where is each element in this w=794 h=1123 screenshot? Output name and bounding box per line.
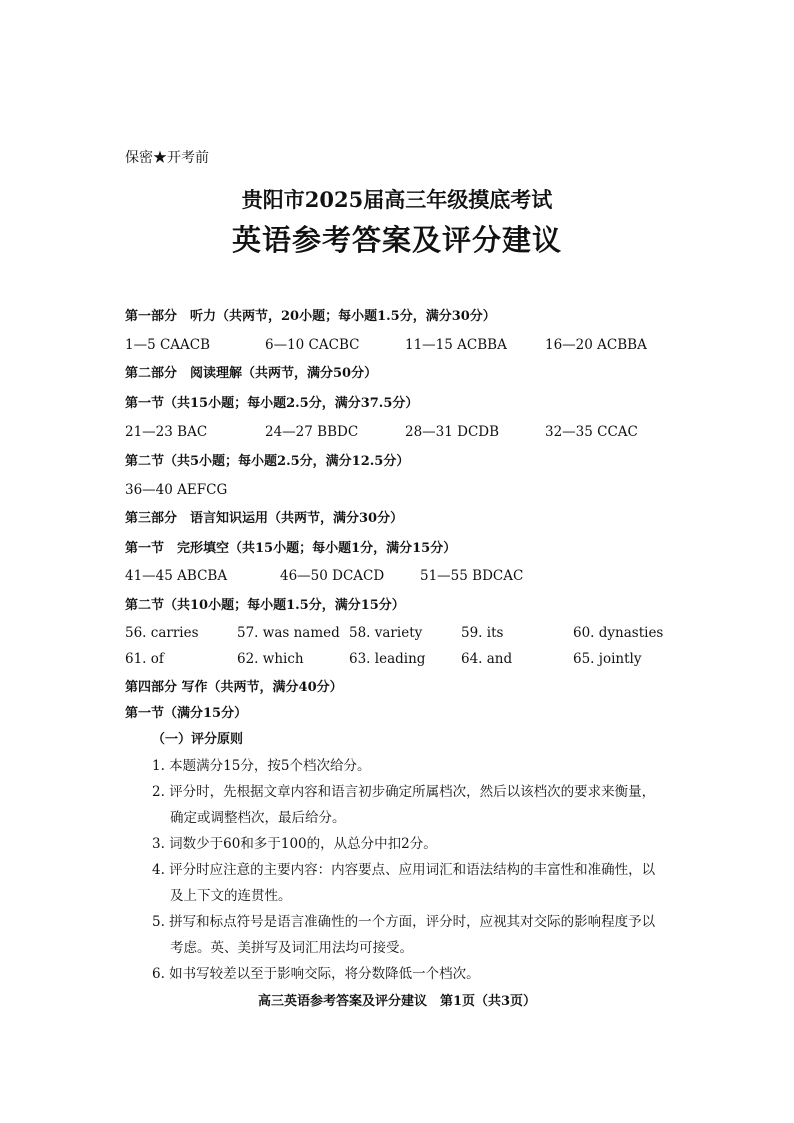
confidential-label: 保密★开考前 [125,150,209,166]
part3-section1-heading: 第一节 完形填空（共15小题；每小题1分，满分15分） [125,541,457,556]
part3-heading: 第三部分 语言知识运用（共两节，满分30分） [125,511,404,526]
answer-group: 1—5 CAACB [125,337,211,353]
principles-heading: （一）评分原则 [152,732,244,747]
answer-item: 57. was named [237,625,340,641]
rule-item-continued: 考虑。英、美拼写及词汇用法均可接受。 [170,940,413,956]
part2-section2-heading: 第二节（共5小题；每小题2.5分，满分12.5分） [125,454,410,469]
answer-item: 65. jointly [573,651,642,667]
answer-item: 62. which [237,651,304,667]
rule-item: 1. 本题满分15分，按5个档次给分。 [152,758,371,774]
part3-section2-heading: 第二节（共10小题；每小题1.5分，满分15分） [125,598,405,613]
part2-section1-heading: 第一节（共15小题；每小题2.5分，满分37.5分） [125,396,419,411]
answer-group: 24—27 BBDC [265,424,359,440]
rule-item: 6. 如书写较差以至于影响交际，将分数降低一个档次。 [152,966,480,982]
rule-item: 2. 评分时，先根据文章内容和语言初步确定所属档次，然后以该档次的要求来衡量， [152,784,656,800]
answer-item: 63. leading [349,651,426,667]
part4-section1-heading: 第一节（满分15分） [125,706,248,721]
answer-group: 41—45 ABCBA [125,568,228,584]
rule-item: 5. 拼写和标点符号是语言准确性的一个方面，评分时，应视其对交际的影响程度予以 [152,914,656,930]
answer-group: 16—20 ACBBA [545,337,647,353]
answer-item: 59. its [461,625,504,641]
answer-item: 61. of [125,651,164,667]
exam-title: 贵阳市2025届高三年级摸底考试 [241,187,553,212]
rule-item: 3. 词数少于60和多于100的，从总分中扣2分。 [152,836,437,852]
answer-group: 21—23 BAC [125,424,208,440]
answer-group: 32—35 CCAC [545,424,638,440]
answer-item: 64. and [461,651,513,667]
answer-item: 60. dynasties [573,625,664,641]
answer-group: 11—15 ACBBA [405,337,507,353]
rule-item: 4. 评分时应注意的主要内容：内容要点、应用词汇和语法结构的丰富性和准确性，以 [152,862,656,878]
document-title: 英语参考答案及评分建议 [231,223,562,257]
part4-heading: 第四部分 写作（共两节，满分40分） [125,680,343,695]
rule-item-continued: 及上下文的连贯性。 [170,888,292,904]
part2-heading: 第二部分 阅读理解（共两节，满分50分） [125,366,378,381]
answer-group: 28—31 DCDB [405,424,500,440]
page-footer: 高三英语参考答案及评分建议 第1页（共3页） [257,994,537,1009]
rule-item-continued: 确定或调整档次，最后给分。 [170,810,346,826]
part1-heading: 第一部分 听力（共两节，20小题；每小题1.5分，满分30分） [125,309,496,324]
answer-item: 56. carries [125,625,199,641]
answer-group: 36—40 AEFCG [125,482,228,498]
answer-item: 58. variety [349,625,423,641]
answer-group: 46—50 DCACD [280,568,385,584]
answer-group: 6—10 CACBC [265,337,360,353]
answer-group: 51—55 BDCAC [420,568,524,584]
